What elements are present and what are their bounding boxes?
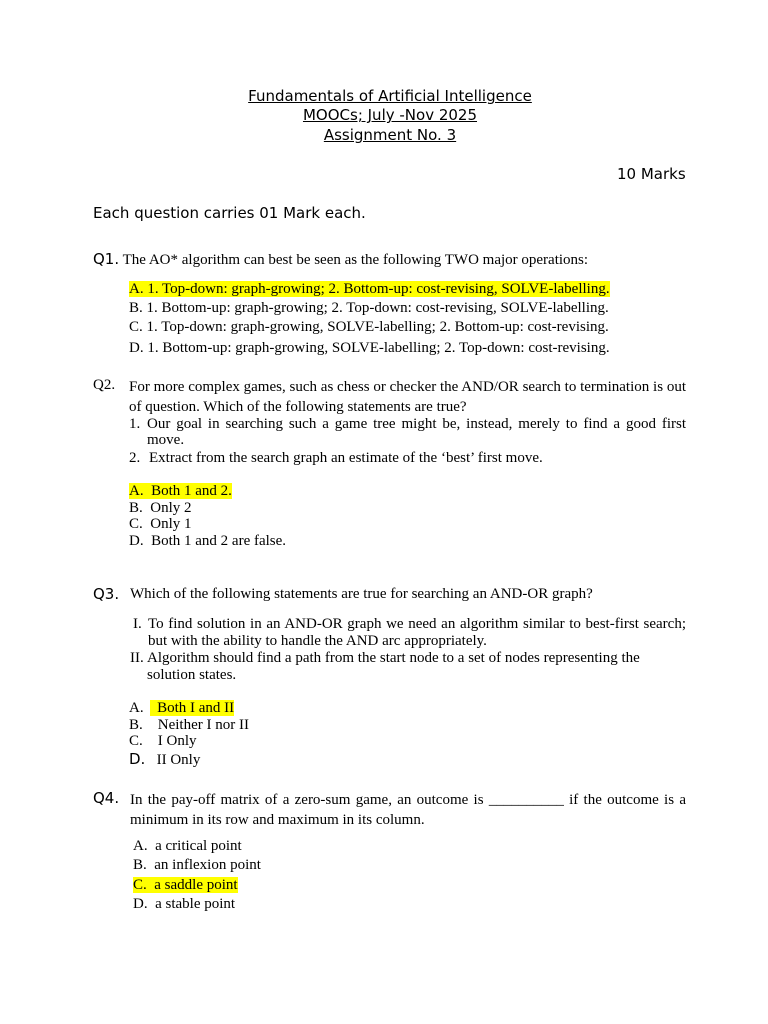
option-text: a saddle point — [154, 877, 238, 893]
answer-highlight: A. 1. Top-down: graph-growing; 2. Bottom-up: cost-revising, SOLVE-labelling. — [129, 281, 610, 297]
option-text: Both I and II — [157, 700, 235, 716]
q4-option-c — [133, 877, 238, 894]
question-number: Q4. — [93, 789, 120, 807]
question-number: Q1. — [93, 250, 120, 268]
option-letter: C. — [129, 733, 143, 749]
q3-item-2-marker: II. — [130, 650, 144, 666]
option-letter: A. — [129, 700, 144, 716]
q2-option-b — [129, 500, 192, 517]
question-1 — [93, 250, 588, 269]
course-title: Fundamentals of Artificial Intelligence — [248, 87, 532, 105]
answer-highlight — [150, 700, 235, 716]
q1-option-b: B. 1. Bottom-up: graph-growing; 2. Top-down: cost-revising, SOLVE-labelling. — [129, 300, 609, 316]
q3-option-a — [129, 700, 234, 717]
q3-option-c — [129, 733, 197, 750]
option-text: Only 1 — [150, 516, 192, 532]
q1-option-a — [129, 281, 610, 298]
q1-option-c: C. 1. Top-down: graph-growing, SOLVE-labelling; 2. Bottom-up: cost-revising. — [129, 319, 609, 335]
session-title: MOOCs; July -Nov 2025 — [302, 106, 478, 124]
option-letter: B. — [129, 717, 143, 733]
question-text: Which of the following statements are true for searching an AND-OR graph? — [130, 586, 593, 602]
q4-option-d — [133, 896, 235, 913]
q2-item-2-marker: 2. — [129, 450, 141, 466]
option-letter: D. — [133, 896, 148, 912]
option-letter: C. — [129, 516, 143, 532]
q3-item-1-marker: I. — [133, 616, 142, 632]
question-number: Q3. — [93, 585, 120, 603]
option-letter: D. — [129, 533, 144, 549]
q2-item-2: Extract from the search graph an estimate of the ‘best’ first move. — [149, 450, 543, 466]
option-letter: B. — [133, 857, 147, 873]
q4-option-a — [133, 838, 242, 855]
q2-item-1-marker: 1. — [129, 416, 141, 432]
option-letter: D. — [129, 750, 146, 768]
item-text: To find solution in an AND-OR graph we need an algorithm similar to best-first search; but with the ability to handle the AND arc appropriately. — [148, 616, 686, 649]
q3-option-b — [129, 717, 249, 734]
option-text: a stable point — [155, 896, 236, 912]
question-text: In the pay-off matrix of a zero-sum game, an outcome is __________ if the outcome is a minimum in its row and maximum in its column. — [130, 792, 686, 828]
option-text: Only 2 — [150, 500, 192, 516]
option-text: an inflexion point — [154, 857, 261, 873]
option-letter: C. — [133, 877, 147, 893]
option-text: I Only — [157, 733, 197, 749]
assignment-title: Assignment No. 3 — [323, 126, 457, 144]
question-text: For more complex games, such as chess or checker the AND/OR search to termination is out of question. Which of the following statements are true? — [129, 379, 686, 415]
option-letter: A. — [129, 483, 144, 499]
option-text: II Only — [156, 752, 201, 768]
question-number: Q2. — [93, 377, 116, 393]
q3-option-d — [129, 750, 200, 769]
q3-item-1 — [148, 616, 686, 650]
q2-option-c — [129, 516, 192, 533]
option-text: Neither I nor II — [157, 717, 249, 733]
q2-option-d — [129, 533, 286, 550]
option-text: Both 1 and 2. — [151, 483, 232, 499]
instruction-text: Each question carries 01 Mark each. — [93, 204, 366, 222]
answer-highlight — [129, 483, 232, 499]
total-marks: 10 Marks — [617, 165, 686, 183]
q1-option-d: D. 1. Bottom-up: graph-growing, SOLVE-labelling; 2. Top-down: cost-revising. — [129, 340, 610, 356]
option-letter: A. — [133, 838, 148, 854]
answer-highlight — [133, 877, 238, 893]
q4-option-b — [133, 857, 261, 874]
option-text: a critical point — [155, 838, 242, 854]
option-text: Both 1 and 2 are false. — [151, 533, 287, 549]
question-text: The AO* algorithm can best be seen as the following TWO major operations: — [119, 252, 589, 268]
q3-item-2: Algorithm should find a path from the start node to a set of nodes representing the solution states. — [147, 650, 640, 683]
q2-option-a — [129, 483, 232, 500]
q2-item-1: Our goal in searching such a game tree might be, instead, merely to find a good first move. — [147, 416, 686, 448]
option-letter: B. — [129, 500, 143, 516]
